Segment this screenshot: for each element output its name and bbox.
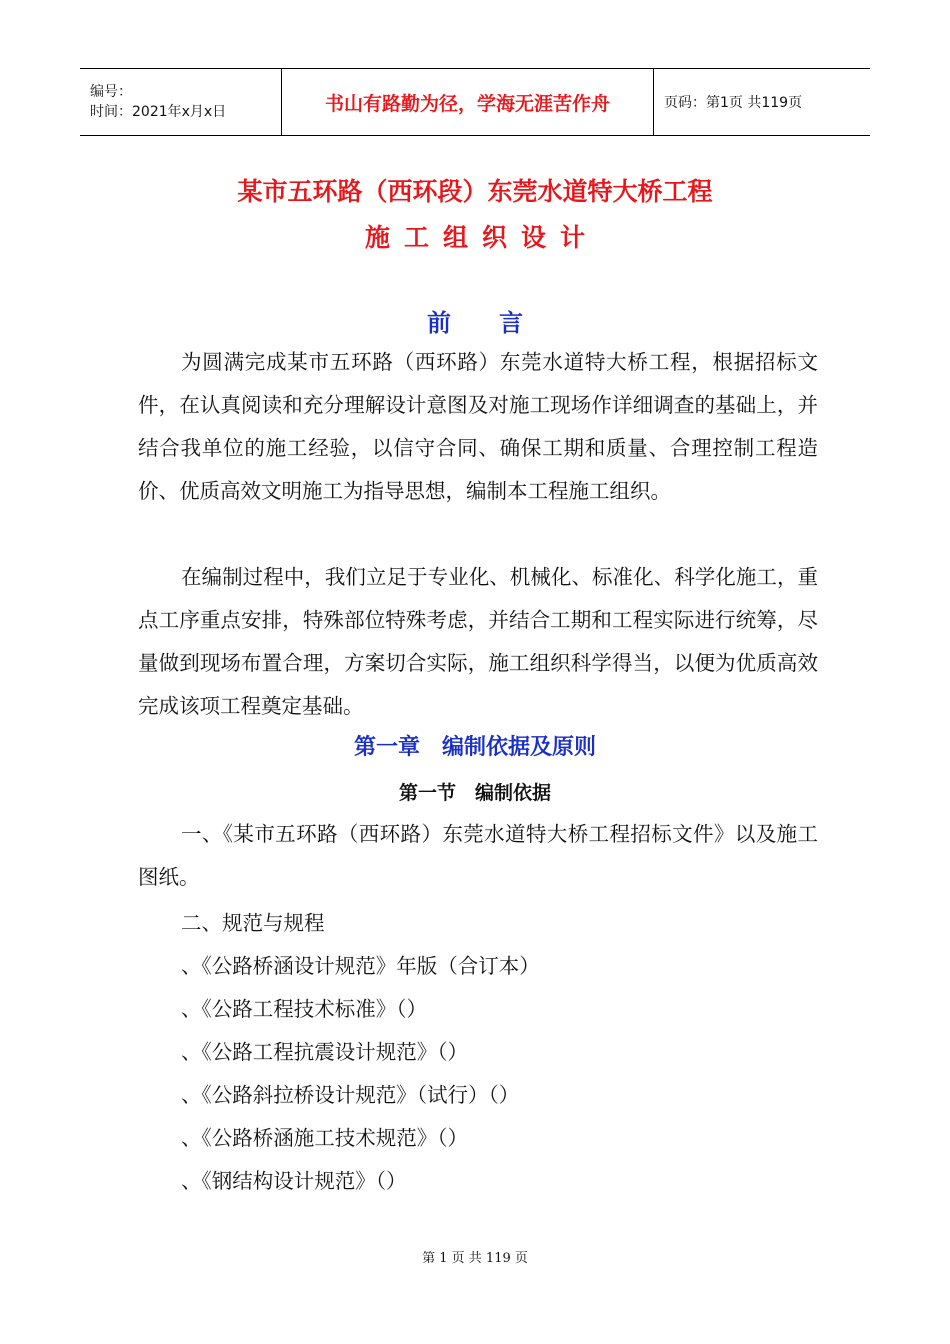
standard-item: 、《公路斜拉桥设计规范》（试行）（） [181, 1083, 520, 1107]
document-title-line2: 施工组织设计 [364, 223, 599, 252]
standard-item: 、《公路工程技术标准》（） [181, 997, 427, 1021]
time-label: 时间：2021年x月x日 [90, 104, 227, 120]
document-title-line1: 某市五环路（西环段）东莞水道特大桥工程 [237, 177, 713, 206]
standard-item: 、《钢结构设计规范》（） [181, 1169, 407, 1193]
section-heading: 第一节 编制依据 [398, 782, 551, 804]
preface-paragraph-2: 在编制过程中，我们立足于专业化、机械化、标准化、科学化施工，重点工序重点安排，特殊部位特殊考虑，并结合工期和工程实际进行统筹，尽量做到现场布置合理，方案切合实际，施工组织科学得当，以便为优质高效完成该项工程奠定基础。 [138, 565, 818, 718]
chapter-heading: 第一章 编制依据及原则 [353, 734, 596, 760]
standard-item: 、《公路桥涵施工技术规范》（） [181, 1126, 468, 1150]
preface-paragraph-1: 为圆满完成某市五环路（西环路）东莞水道特大桥工程，根据招标文件，在认真阅读和充分理解设计意图及对施工现场作详细调查的基础上，并结合我单位的施工经验，以信守合同、确保工期和质量、合理控制工程造价、优质高效文明施工为指导思想，编制本工程施工组织。 [138, 350, 818, 503]
page-footer: 第 1 页 共 119 页 [422, 1251, 528, 1266]
header-page-label: 页码：第1页 共119页 [664, 95, 803, 111]
header-meta [80, 69, 281, 135]
document-header [80, 68, 870, 136]
basis-item-1: 一、《某市五环路（西环路）东莞水道特大桥工程招标文件》以及施工图纸。 [138, 822, 818, 889]
preface-heading: 前言 [427, 308, 571, 337]
number-label: 编号： [90, 84, 132, 100]
standard-item: 、《公路桥涵设计规范》年版（合订本） [181, 954, 540, 978]
standard-item: 、《公路工程抗震设计规范》（） [181, 1040, 468, 1064]
basis-item-2: 二、规范与规程 [181, 911, 325, 935]
header-motto: 书山有路勤为径，学海无涯苦作舟 [281, 69, 654, 135]
